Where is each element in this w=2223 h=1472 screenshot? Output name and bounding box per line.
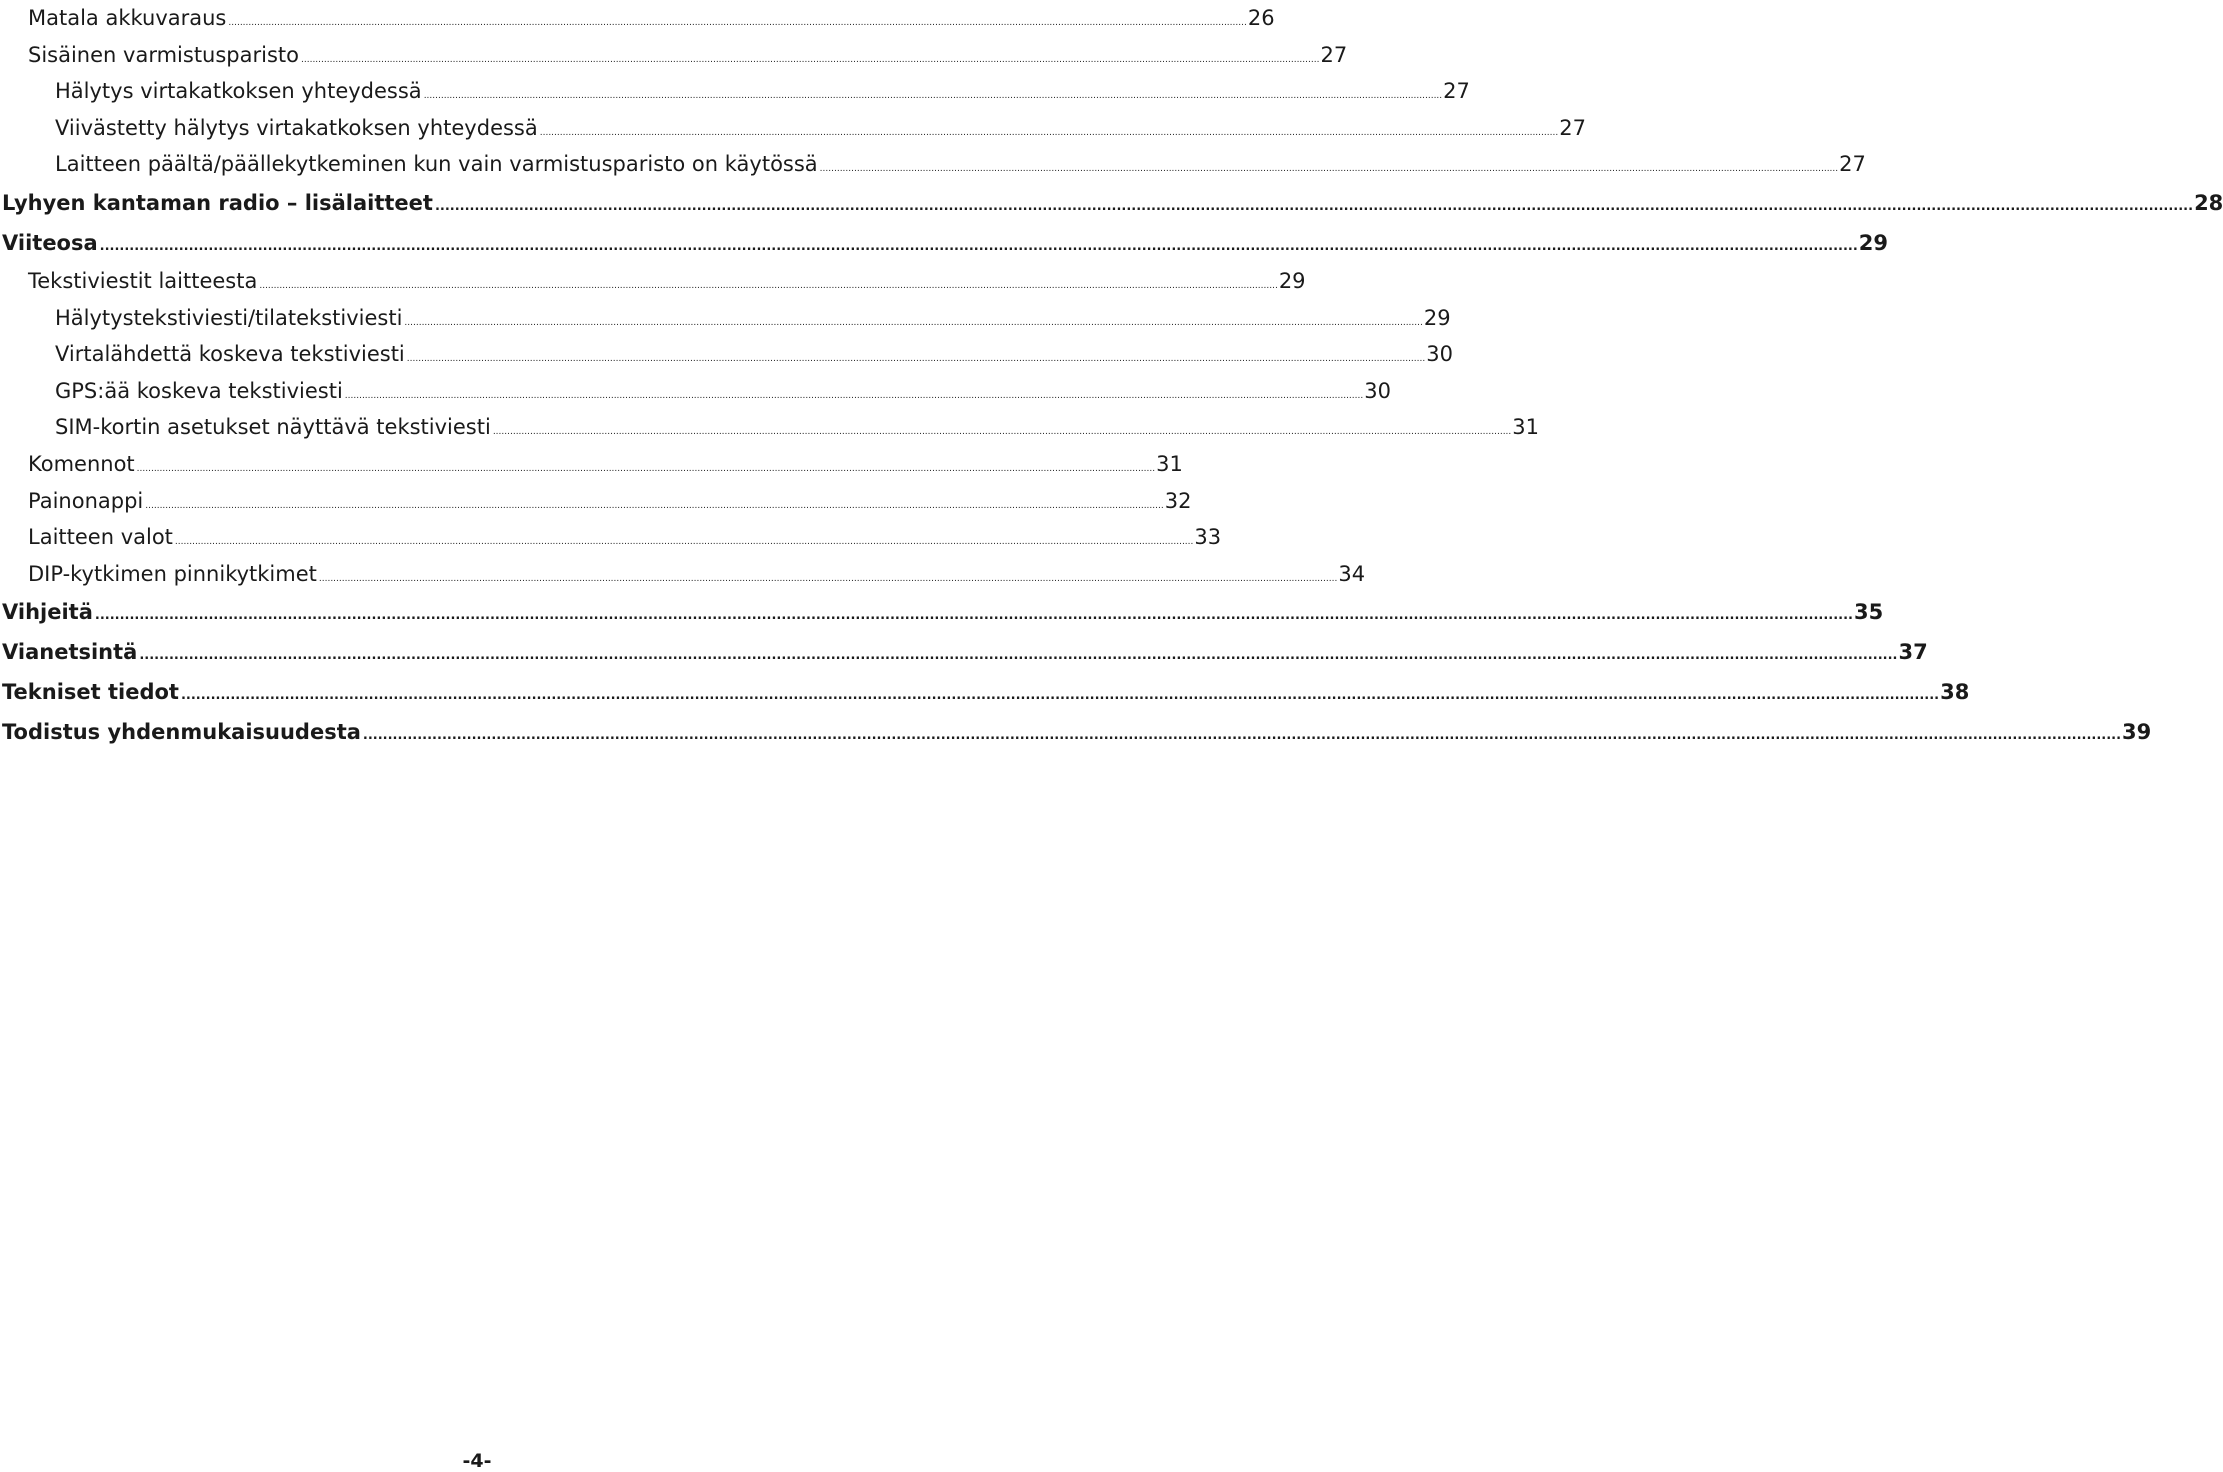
toc-entry-title: Tekstiviestit laitteesta: [28, 268, 258, 293]
toc-entry-page: 31: [1512, 415, 1540, 440]
toc-entry[interactable]: [0, 632, 1928, 672]
dot-leader: ....................................................................................................................................................................................................................................................................................................................................................................: [344, 390, 1364, 401]
toc-entry[interactable]: [0, 592, 1884, 632]
dot-leader: ....................................................................................................................................................................................................................................................................................................................................................................: [819, 164, 1839, 175]
toc-entry-title: Virtalähdettä koskeva tekstiviesti: [55, 342, 405, 367]
dot-leader: ....................................................................................................................................................................................................................................................................................................................................................................: [139, 648, 1898, 664]
dot-leader: ....................................................................................................................................................................................................................................................................................................................................................................: [259, 280, 1278, 291]
toc-entry[interactable]: [0, 300, 1451, 337]
toc-entry-title: GPS:ää koskeva tekstiviesti: [55, 378, 343, 403]
page-number: -4-: [462, 1450, 492, 1472]
dot-leader: ....................................................................................................................................................................................................................................................................................................................................................................: [362, 728, 2122, 744]
toc-entry-title: Tekniset tiedot: [2, 680, 179, 705]
toc-entry[interactable]: [0, 672, 1970, 712]
toc-entry-title: Lyhyen kantaman radio – lisälaitteet: [2, 190, 433, 215]
toc-entry-page: 31: [1156, 451, 1183, 476]
toc-entry-page: 29: [1278, 268, 1306, 293]
toc-entry-title: DIP-kytkimen pinnikytkimet: [28, 561, 317, 586]
toc-entry-title: Hälytys virtakatkoksen yhteydessä: [55, 79, 422, 104]
toc-entry-title: Viivästetty hälytys virtakatkoksen yhteydessä: [55, 115, 538, 140]
dot-leader: ....................................................................................................................................................................................................................................................................................................................................................................: [318, 573, 1338, 584]
toc-entry-page: 27: [1559, 115, 1586, 140]
toc-entry[interactable]: [0, 519, 1222, 556]
toc-entry-title: Hälytystekstiviesti/tilatekstiviesti: [55, 305, 403, 330]
toc-entry-page: 29: [1423, 305, 1451, 330]
toc-entry-page: 32: [1164, 488, 1192, 513]
toc-entry-title: Painonappi: [28, 488, 144, 513]
toc-entry[interactable]: [0, 73, 1470, 110]
toc-entry-title: Laitteen valot: [28, 525, 173, 550]
dot-leader: ....................................................................................................................................................................................................................................................................................................................................................................: [423, 91, 1443, 102]
toc-entry-page: 30: [1426, 342, 1453, 367]
toc-entry-page: 27: [1320, 42, 1348, 67]
toc-entry-page: 27: [1839, 152, 1866, 177]
toc-entry-page: 33: [1194, 525, 1222, 550]
toc-entry[interactable]: [0, 712, 2152, 752]
dot-leader: ....................................................................................................................................................................................................................................................................................................................................................................: [228, 18, 1247, 28]
dot-leader: ....................................................................................................................................................................................................................................................................................................................................................................: [99, 238, 1858, 254]
toc-entry-page: 38: [1940, 680, 1970, 705]
toc-entry-page: 30: [1364, 378, 1391, 403]
toc-entry-title: Vianetsintä: [2, 640, 138, 665]
dot-leader: ....................................................................................................................................................................................................................................................................................................................................................................: [94, 608, 1853, 624]
dot-leader: ....................................................................................................................................................................................................................................................................................................................................................................: [492, 427, 1512, 438]
toc-entry[interactable]: [0, 110, 1586, 147]
dot-leader: ....................................................................................................................................................................................................................................................................................................................................................................: [136, 463, 1156, 474]
toc-entry-title: Matala akkuvaraus: [28, 6, 227, 30]
toc-entry-title: Todistus yhdenmukaisuudesta: [2, 720, 361, 745]
dot-leader: ....................................................................................................................................................................................................................................................................................................................................................................: [174, 537, 1194, 548]
toc-entry-page: 27: [1443, 79, 1470, 104]
toc-entry-page: 35: [1854, 600, 1884, 625]
toc-entry-title: Laitteen päältä/päällekytkeminen kun vain varmistusparisto on käytössä: [55, 152, 818, 177]
toc-entry-title: Sisäinen varmistusparisto: [28, 42, 299, 67]
toc-entry-page: 26: [1247, 6, 1275, 30]
toc-entry-title: Viiteosa: [2, 230, 98, 255]
toc-entry[interactable]: [0, 146, 1866, 183]
toc-entry-title: SIM-kortin asetukset näyttävä tekstiviesti: [55, 415, 491, 440]
toc-entry[interactable]: [0, 263, 1306, 300]
page-footer: [0, 1450, 960, 1472]
toc-entry[interactable]: [0, 223, 1889, 263]
toc-entry[interactable]: [0, 409, 1540, 446]
toc-entry[interactable]: [0, 37, 1348, 74]
toc-entry[interactable]: [0, 556, 1366, 593]
dot-leader: ....................................................................................................................................................................................................................................................................................................................................................................: [434, 198, 2194, 214]
toc-entry-page: 37: [1898, 640, 1928, 665]
toc-entry-title: Vihjeitä: [2, 600, 93, 625]
dot-leader: ....................................................................................................................................................................................................................................................................................................................................................................: [145, 500, 1164, 511]
toc-entry-title: Komennot: [28, 451, 135, 476]
dot-leader: ....................................................................................................................................................................................................................................................................................................................................................................: [180, 688, 1940, 704]
dot-leader: ....................................................................................................................................................................................................................................................................................................................................................................: [539, 127, 1559, 138]
toc-entry-page: 29: [1858, 230, 1889, 255]
dot-leader: ....................................................................................................................................................................................................................................................................................................................................................................: [301, 54, 1320, 65]
toc-entry[interactable]: [0, 183, 2223, 223]
toc-entry[interactable]: [0, 373, 1391, 410]
dot-leader: ....................................................................................................................................................................................................................................................................................................................................................................: [404, 317, 1423, 328]
toc-entry-page: 28: [2194, 190, 2223, 215]
toc-entry[interactable]: [0, 336, 1453, 373]
toc-entry-page: 34: [1338, 561, 1366, 586]
toc-entry[interactable]: [0, 483, 1192, 520]
toc-entry-page: 39: [2122, 720, 2152, 745]
toc-entry[interactable]: [0, 0, 1275, 37]
dot-leader: ....................................................................................................................................................................................................................................................................................................................................................................: [406, 354, 1426, 365]
toc-entry[interactable]: [0, 446, 1183, 483]
